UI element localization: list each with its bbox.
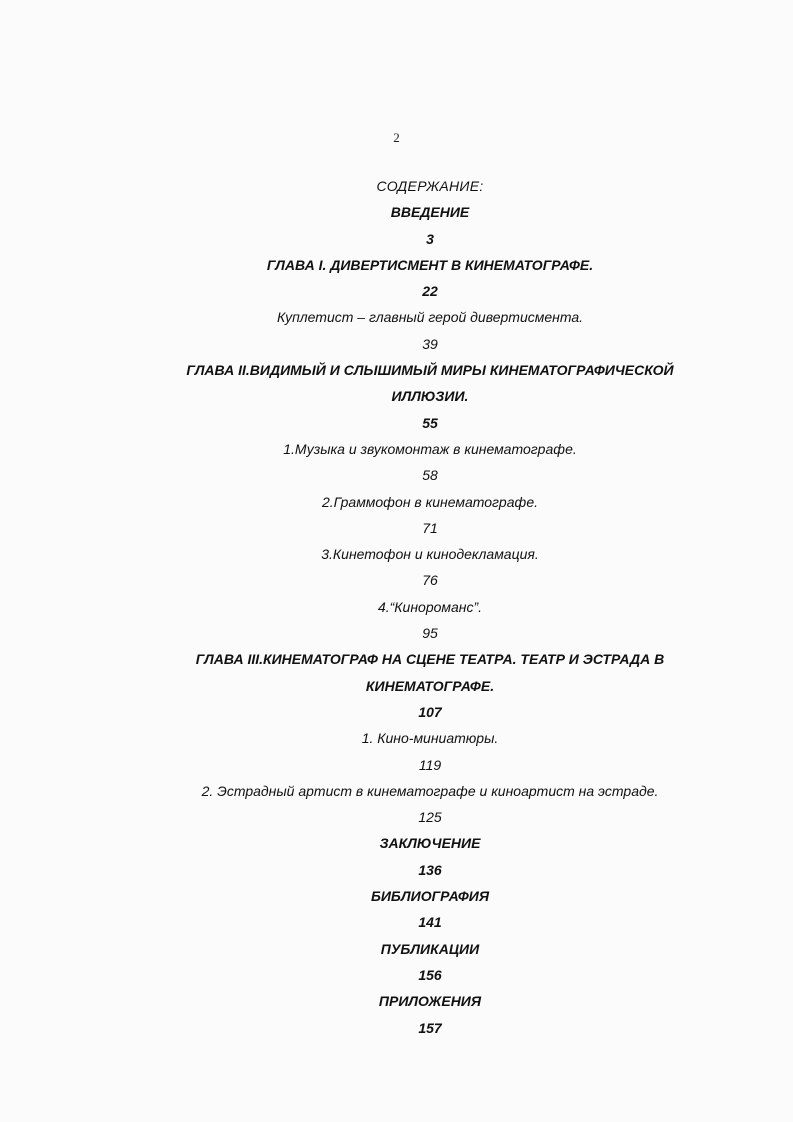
toc-page-number: 58 (422, 467, 438, 484)
toc-entry: ВВЕДЕНИЕ (390, 204, 470, 221)
toc-page-number: 95 (422, 625, 438, 642)
toc-page-number: 3 (426, 230, 434, 247)
toc-entry: ПРИЛОЖЕНИЯ (378, 993, 482, 1010)
toc-entries (130, 199, 730, 1041)
toc-page-number: 39 (422, 335, 438, 352)
toc-entry: ЗАКЛЮЧЕНИЕ (379, 835, 481, 852)
toc-entry: КИНЕМАТОГРАФЕ. (365, 677, 495, 694)
toc-entry: ПУБЛИКАЦИИ (380, 940, 480, 957)
toc-entry: 3.Кинетофон и кинодекламация. (321, 546, 539, 563)
page-number: 2 (393, 130, 400, 145)
toc-entry: Куплетист – главный герой дивертисмента. (276, 309, 583, 326)
toc-page-number: 76 (422, 572, 438, 589)
toc-page-number: 125 (418, 809, 442, 826)
toc-page-number: 136 (418, 861, 442, 878)
toc-page-number: 119 (418, 756, 442, 773)
table-of-contents (130, 173, 730, 1041)
toc-page-number: 141 (418, 914, 442, 931)
toc-title: СОДЕРЖАНИЕ: (376, 178, 484, 194)
toc-entry: 4.“Кинороманс”. (377, 598, 483, 615)
toc-entry: ГЛАВА II.ВИДИМЫЙ И СЛЫШИМЫЙ МИРЫ КИНЕМАТОГРАФИЧЕСКОЙ (186, 362, 674, 379)
toc-page-number: 22 (422, 283, 438, 300)
toc-entry: 1.Музыка и звукомонтаж в кинематографе. (283, 440, 577, 457)
toc-entry: ГЛАВА I. ДИВЕРТИСМЕНТ В КИНЕМАТОГРАФЕ. (266, 256, 594, 273)
toc-entry: БИБЛИОГРАФИЯ (370, 888, 490, 905)
toc-entry: 1. Кино-миниатюры. (361, 730, 499, 747)
toc-page-number: 157 (418, 1019, 442, 1036)
toc-entry: 2.Граммофон в кинематографе. (321, 493, 539, 510)
toc-page-number: 156 (418, 966, 442, 983)
toc-page-number: 55 (422, 414, 438, 431)
toc-entry: 2. Эстрадный артист в кинематографе и киноартист на эстраде. (201, 782, 659, 799)
toc-page-number: 107 (418, 703, 442, 720)
toc-entry: ГЛАВА III.КИНЕМАТОГРАФ НА СЦЕНЕ ТЕАТРА. ТЕАТР И ЭСТРАДА В (195, 651, 665, 668)
toc-page-number: 71 (422, 519, 438, 536)
toc-entry: ИЛЛЮЗИИ. (391, 388, 469, 405)
